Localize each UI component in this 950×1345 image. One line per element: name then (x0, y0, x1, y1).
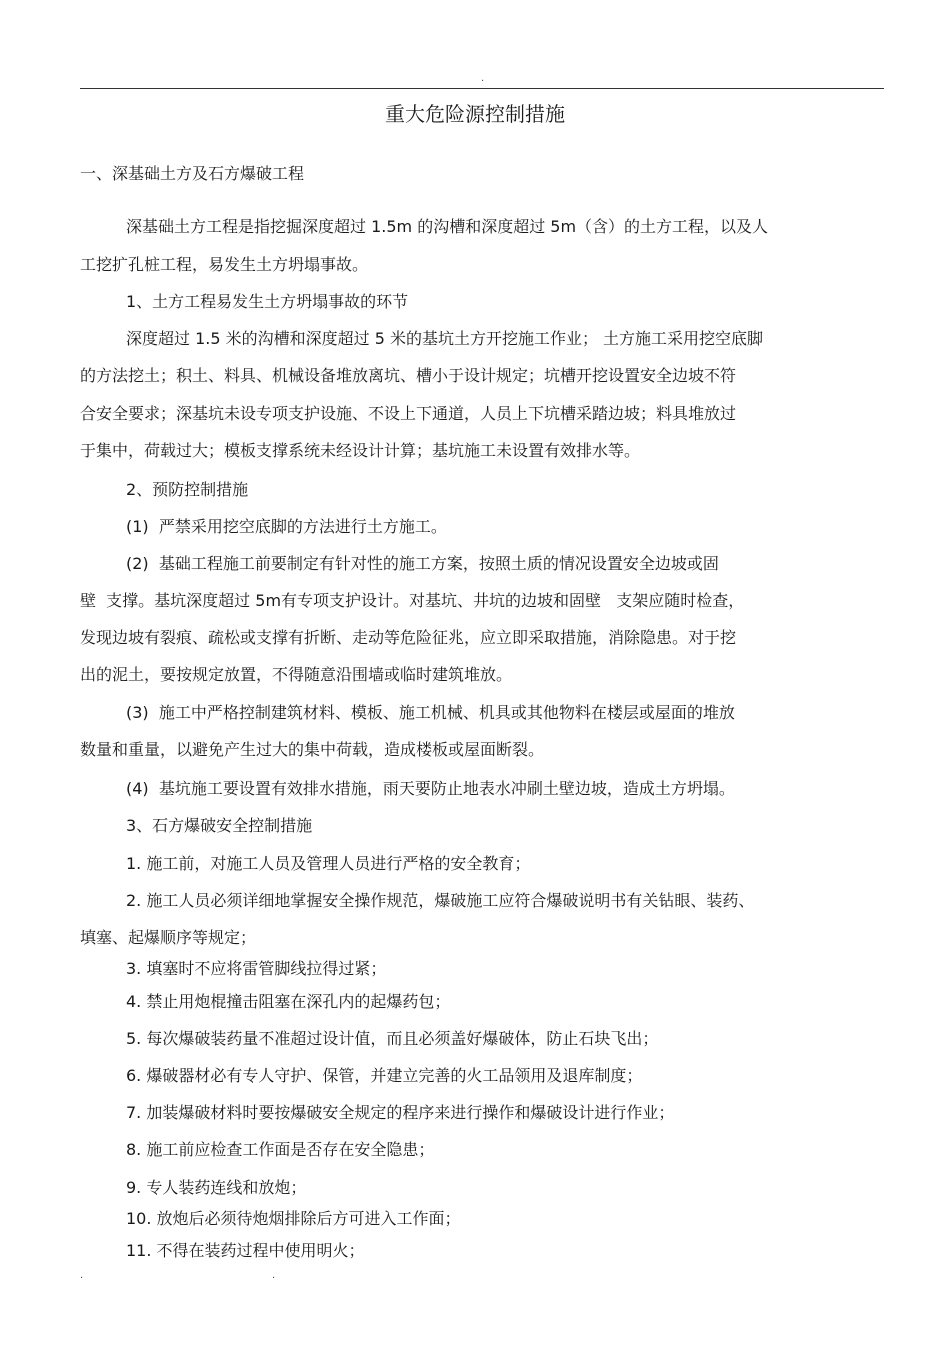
list-item: 8. 施工前应检查工作面是否存在安全隐患； (126, 1140, 435, 1159)
paragraph-line: 的方法挖土；积土、料具、机械设备堆放离坑、槽小于设计规定；坑槽开挖设置安全边坡不符 (80, 366, 737, 385)
paragraph-line: 深基础土方工程是指挖掘深度超过 1.5m 的沟槽和深度超过 5m（含）的土方工程，以及人 (126, 217, 769, 236)
list-item: (1) 严禁采用挖空底脚的方法进行土方施工。 (126, 517, 447, 536)
footer-dot: . (80, 1270, 84, 1281)
paragraph-line: 于集中，荷载过大；模板支撑系统未经设计计算；基坑施工未设置有效排水等。 (80, 441, 641, 460)
list-item: 6. 爆破器材必有专人守护、保管，并建立完善的火工品领用及退库制度； (126, 1066, 643, 1085)
paragraph-line: 合安全要求；深基坑未设专项支护设施、不设上下通道，人员上下坑槽采踏边坡；料具堆放过 (80, 404, 737, 423)
paragraph-line: 工挖扩孔桩工程，易发生土方坍塌事故。 (80, 255, 369, 274)
list-item: (4) 基坑施工要设置有效排水措施，雨天要防止地表水冲刷土壁边坡，造成土方坍塌。 (126, 779, 735, 798)
list-item: 5. 每次爆破装药量不准超过设计值，而且必须盖好爆破体，防止石块飞出； (126, 1029, 659, 1048)
paragraph-line: 填塞、起爆顺序等规定； (80, 928, 257, 947)
subheading: 1、土方工程易发生土方坍塌事故的环节 (126, 292, 409, 311)
list-item: 1. 施工前，对施工人员及管理人员进行严格的安全教育； (126, 854, 531, 873)
list-item: 2. 施工人员必须详细地掌握安全操作规范，爆破施工应符合爆破说明书有关钻眼、装药、 (126, 891, 755, 910)
subheading: 2、预防控制措施 (126, 480, 249, 499)
list-item: 7. 加装爆破材料时要按爆破安全规定的程序来进行操作和爆破设计进行作业； (126, 1103, 675, 1122)
paragraph-line: 出的泥土，要按规定放置，不得随意沿围墙或临时建筑堆放。 (80, 665, 513, 684)
header-rule (80, 88, 884, 89)
list-item: 9. 专人装药连线和放炮； (126, 1178, 307, 1197)
header-dot: . (481, 73, 485, 84)
paragraph-line: 数量和重量，以避免产生过大的集中荷载，造成楼板或屋面断裂。 (80, 740, 545, 759)
document-title: 重大危险源控制措施 (385, 102, 565, 126)
paragraph-line: 深度超过 1.5 米的沟槽和深度超过 5 米的基坑土方开挖施工作业； 土方施工采用挖空底脚 (126, 329, 764, 348)
paragraph-line: 发现边坡有裂痕、疏松或支撑有折断、走动等危险征兆，应立即采取措施，消除隐患。对于挖 (80, 628, 737, 647)
footer-dot: . (272, 1270, 276, 1281)
list-item: (2) 基础工程施工前要制定有针对性的施工方案，按照土质的情况设置安全边坡或固 (126, 554, 719, 573)
list-item: 4. 禁止用炮棍撞击阻塞在深孔内的起爆药包； (126, 992, 451, 1011)
list-item: 10. 放炮后必须待炮烟排除后方可进入工作面； (126, 1209, 461, 1228)
list-item: 11. 不得在装药过程中使用明火； (126, 1241, 365, 1260)
paragraph-line: 壁 支撑。基坑深度超过 5m有专项支护设计。对基坑、井坑的边坡和固壁 支架应随时检查， (80, 591, 745, 610)
section-heading: 一、深基础土方及石方爆破工程 (80, 164, 305, 183)
list-item: (3) 施工中严格控制建筑材料、模板、施工机械、机具或其他物料在楼层或屋面的堆放 (126, 703, 735, 722)
list-item: 3. 填塞时不应将雷管脚线拉得过紧； (126, 959, 387, 978)
subheading: 3、石方爆破安全控制措施 (126, 816, 313, 835)
